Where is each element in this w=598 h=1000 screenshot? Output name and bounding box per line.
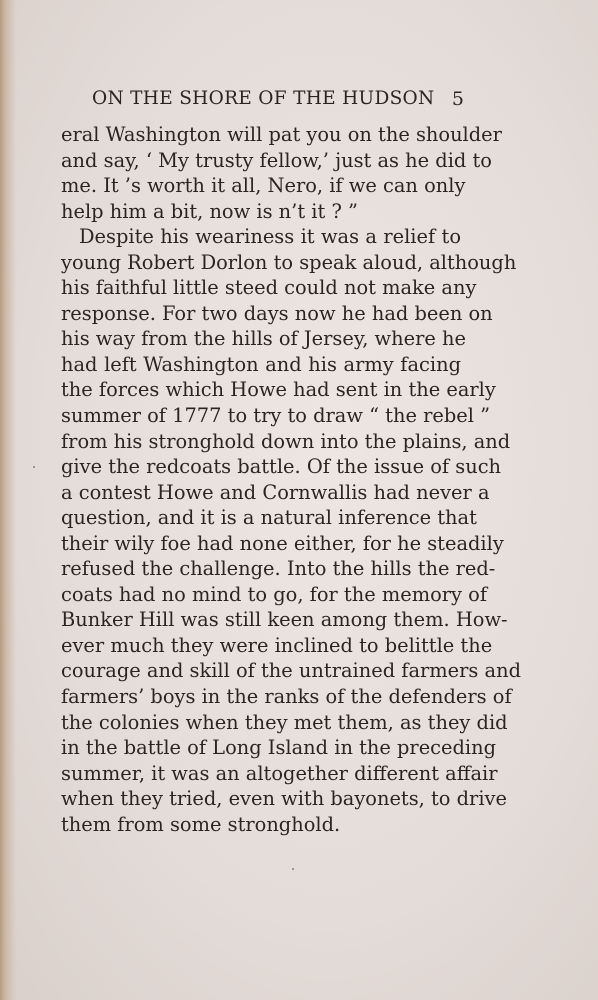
text-line: the forces which Howe had sent in the early	[61, 378, 496, 402]
text-line: response. For two days now he had been on	[61, 301, 493, 325]
running-head-title: ON THE SHORE OF THE HUDSON	[92, 88, 435, 109]
text-line: give the redcoats battle. Of the issue of such	[61, 455, 502, 479]
text-line: eral Washington will pat you on the shoulder	[61, 123, 502, 146]
page-gutter-shadow	[0, 0, 16, 1000]
text-line: coats had no mind to go, for the memory of	[61, 582, 488, 606]
body-text	[61, 122, 521, 837]
text-line: them from some stronghold.	[61, 812, 341, 836]
running-head	[92, 88, 464, 116]
text-line: had left Washington and his army facing	[61, 352, 461, 376]
text-line: the colonies when they met them, as they did	[61, 710, 508, 734]
text-line: help him a bit, now is n’t it ? ”	[61, 199, 358, 223]
text-line: and say, ‘ My trusty fellow,’ just as he did to	[61, 148, 492, 172]
text-line: refused the challenge. Into the hills the red-	[61, 557, 496, 581]
page-number: 5	[451, 88, 464, 110]
text-line: in the battle of Long Island in the preceding	[61, 736, 497, 760]
text-line: farmers’ boys in the ranks of the defenders of	[61, 685, 512, 709]
text-line: summer of 1777 to try to draw “ the rebel ”	[61, 404, 490, 428]
paper-speck	[292, 868, 294, 870]
text-line: his faithful little steed could not make any	[61, 276, 477, 300]
text-line: courage and skill of the untrained farmers and	[61, 659, 521, 683]
text-line: ever much they were inclined to belittle the	[61, 633, 493, 657]
paper-speck	[33, 466, 35, 468]
text-line: their wily foe had none either, for he steadily	[61, 531, 504, 555]
text-line: Bunker Hill was still keen among them. How-	[61, 608, 508, 632]
text-line: me. It ’s worth it all, Nero, if we can only	[61, 174, 466, 198]
text-line: question, and it is a natural inference that	[61, 506, 477, 530]
text-line: young Robert Dorlon to speak aloud, although	[61, 250, 517, 274]
text-line: summer, it was an altogether different affair	[61, 761, 498, 785]
text-line: from his stronghold down into the plains, and	[61, 429, 511, 453]
text-line-paragraph-start: Despite his weariness it was a relief to	[79, 225, 461, 249]
text-line: a contest Howe and Cornwallis had never a	[61, 480, 490, 504]
text-line: his way from the hills of Jersey, where he	[61, 327, 466, 351]
text-line: when they tried, even with bayonets, to drive	[61, 787, 507, 811]
